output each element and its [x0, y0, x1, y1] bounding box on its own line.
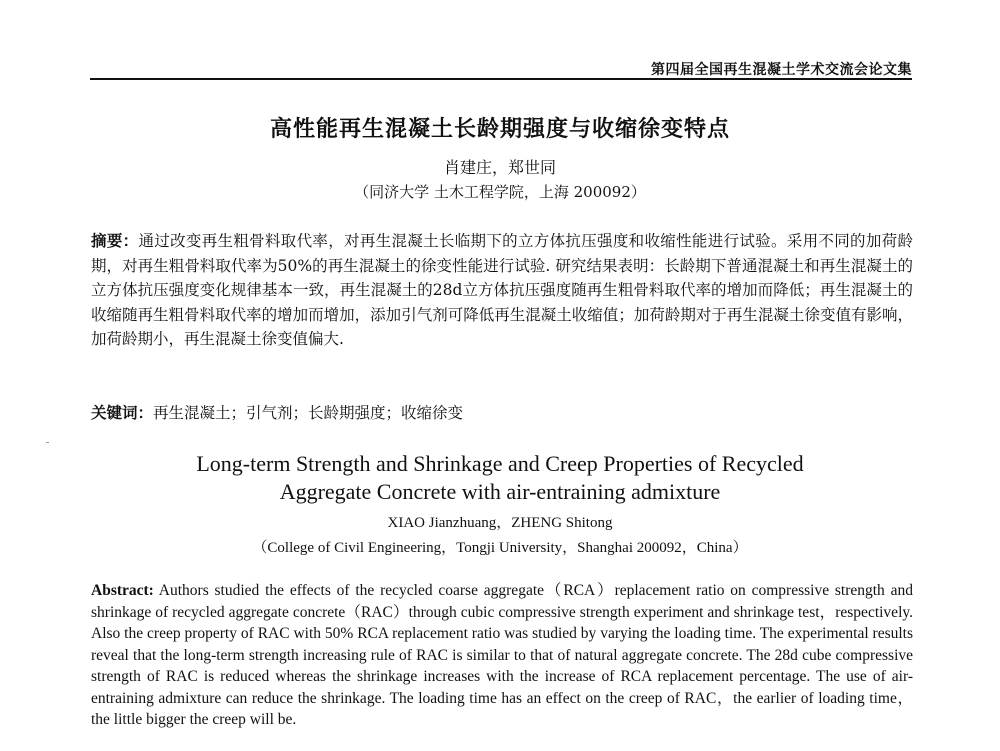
- english-title: [0, 450, 1000, 506]
- chinese-authors: 肖建庄，郑世同: [443, 158, 556, 177]
- english-abstract-text: Authors studied the effects of the recycled coarse aggregate（RCA）replacement ratio on compressive strength and shrinkage of recycled aggregate concrete（RAC）through cubic compressive strength experiment and shrinkage test，respectively. Also the creep property of RAC with 50% RCA replacement ratio was studied by varying the loading time. The experimental results reveal that the long-term strength increasing rule of RAC is similar to that of natural aggregate concrete. The 28d cube compressive strength of RAC is reduced whereas the shrinkage increases with the increase of RCA replacement percentage. The use of air-entraining admixture can reduce the shrinkage. The loading time has an effect on the creep of RAC，the earlier of loading time，the little bigger the creep will be.: [91, 582, 913, 728]
- english-abstract-label: Abstract:: [91, 582, 154, 599]
- english-authors: XIAO Jianzhuang，ZHENG Shitong: [387, 515, 613, 531]
- english-affiliation: （College of Civil Engineering，Tongji University，Shanghai 200092，China）: [252, 540, 748, 556]
- english-abstract: [91, 580, 913, 731]
- chinese-abstract-text: 通过改变再生粗骨料取代率，对再生混凝土长临期下的立方体抗压强度和收缩性能进行试验。采用不同的加荷龄期，对再生粗骨料取代率为50%的再生混凝土的徐变性能进行试验. 研究结果表明：长龄期下普通混凝土和再生混凝土的立方体抗压强度变化规律基本一致，再生混凝土的28d立方体抗压强度随再生粗骨料取代率的增加而降低；再生混凝土的收缩随再生粗骨料取代率的增加而增加，添加引气剂可降低再生混凝土收缩值；加荷龄期对于再生混凝土徐变值有影响，加荷龄期小，再生混凝土徐变值偏大.: [91, 232, 913, 348]
- chinese-keywords-label: 关键词：: [91, 404, 154, 422]
- chinese-abstract: [91, 229, 913, 352]
- english-title-line-1: Long-term Strength and Shrinkage and Creep Properties of Recycled: [196, 451, 804, 476]
- chinese-keywords: [91, 401, 463, 423]
- chinese-affiliation: （同济大学 土木工程学院，上海 200092）: [354, 183, 646, 201]
- margin-mark: [46, 442, 49, 443]
- chinese-keywords-text: 再生混凝土；引气剂；长龄期强度；收缩徐变: [153, 404, 464, 422]
- english-title-line-2: Aggregate Concrete with air-entraining admixture: [279, 479, 721, 504]
- header-rule: [90, 78, 912, 80]
- chinese-abstract-label: 摘要：: [91, 232, 139, 250]
- running-header: 第四届全国再生混凝土学术交流会论文集: [651, 62, 912, 78]
- chinese-title: 高性能再生混凝土长龄期强度与收缩徐变特点: [269, 117, 730, 142]
